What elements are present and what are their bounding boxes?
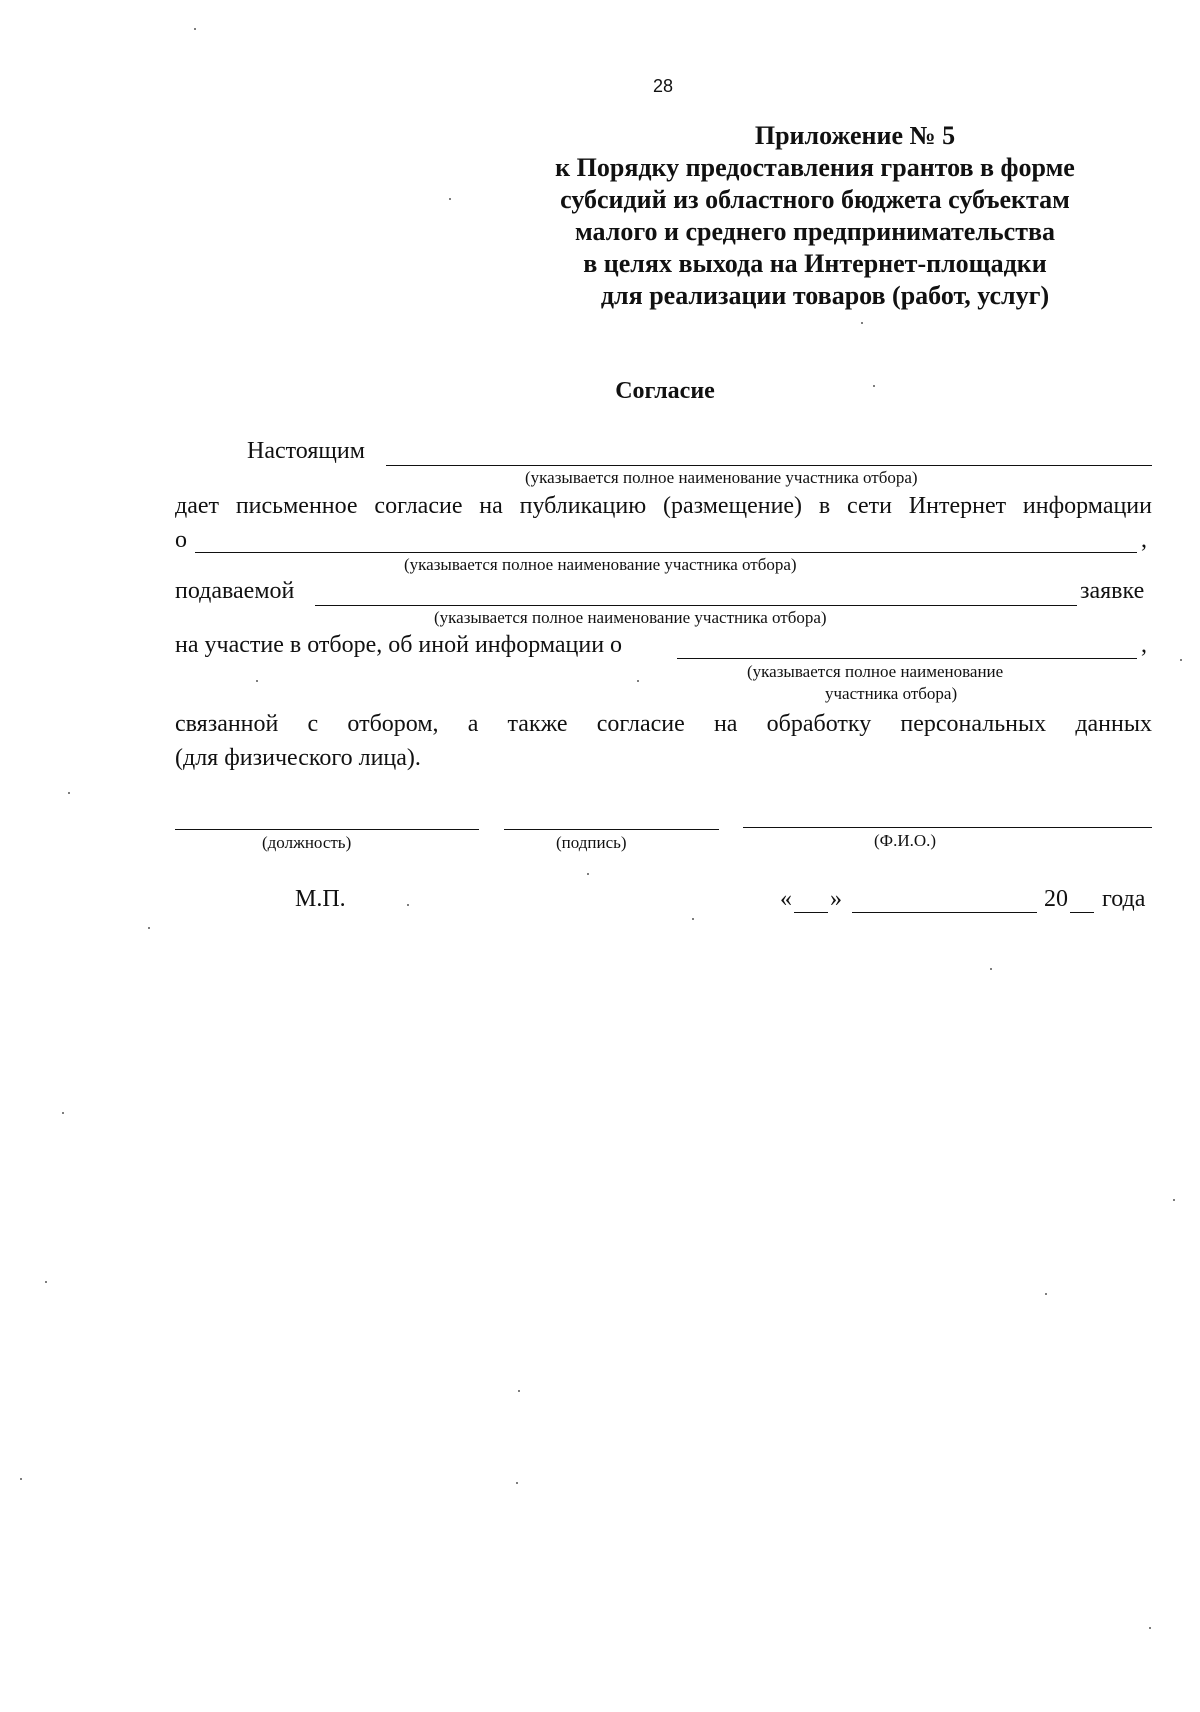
signature-blank [504,829,719,830]
year-suffix: года [1102,886,1146,912]
appendix-line: субсидий из областного бюджета субъектам [560,185,1070,214]
scan-speck [256,680,258,682]
hint-participant-name-4: (указывается полное наименование [747,662,1004,681]
submitter-blank [315,605,1077,606]
scan-speck [1180,659,1182,661]
scan-speck [407,904,409,906]
hint-participant-name-3: (указывается полное наименование участника отбора) [434,608,827,627]
hint-participant-name-1: (указывается полное наименование участника отбора) [525,468,918,487]
scan-speck [62,1112,64,1114]
appendix-block [490,120,1140,312]
line4-suffix: заявке [1080,578,1145,604]
appendix-line: малого и среднего предпринимательства [574,217,1056,246]
name-blank [743,827,1152,828]
line5-suffix: , [1141,632,1147,658]
scan-speck [990,968,992,970]
scan-speck [1045,1293,1047,1295]
info-blank [195,552,1137,553]
scan-speck [516,1482,518,1484]
day-blank [794,912,828,913]
year-prefix: 20 [1044,886,1068,912]
scan-speck [194,28,196,30]
appendix-line: для реализации товаров (работ, услуг) [600,281,1050,310]
hint-participant-name-4b: участника отбора) [825,684,958,703]
scan-speck [449,198,451,200]
consent-text-line: связанной с отбором, а также согласие на обработку персональных данных [175,711,1152,737]
scan-speck [148,927,150,929]
signature-label: (подпись) [556,833,627,852]
scan-speck [587,873,589,875]
date-close-quote: » [830,886,842,912]
scan-speck [68,792,70,794]
month-blank [852,912,1037,913]
participant-name-blank-1 [386,465,1152,466]
consent-text-end: (для физического лица). [175,745,421,771]
scan-speck [45,1281,47,1283]
year-blank [1070,912,1094,913]
date-open-quote: « [780,886,792,912]
appendix-line: в целях выхода на Интернет-площадки [583,249,1047,278]
scan-speck [20,1478,22,1480]
line3-prefix: о [175,527,187,553]
scan-speck [1173,1199,1175,1201]
name-label: (Ф.И.О.) [874,831,937,850]
page-number: 28 [653,76,674,96]
position-blank [175,829,479,830]
consent-text-line: дает письменное согласие на публикацию (размещение) в сети Интернет информации [175,493,1152,519]
line4-prefix: подаваемой [175,578,295,604]
hint-participant-name-2: (указывается полное наименование участника отбора) [404,555,797,574]
scan-speck [692,918,694,920]
scan-speck [637,680,639,682]
scan-speck [861,322,863,324]
appendix-line: к Порядку предоставления грантов в форме [555,153,1075,182]
line3-suffix: , [1141,527,1147,553]
stamp-placeholder: М.П. [295,886,346,912]
line5-prefix: на участие в отборе, об иной информации о [175,632,623,658]
line1-prefix: Настоящим [247,438,365,464]
document-title: Согласие [615,378,715,404]
position-label: (должность) [262,833,352,852]
appendix-heading: Приложение № 5 [754,121,956,150]
scan-speck [1149,1627,1151,1629]
scan-speck [873,385,875,387]
other-info-blank [677,658,1137,659]
scan-speck [518,1390,520,1392]
